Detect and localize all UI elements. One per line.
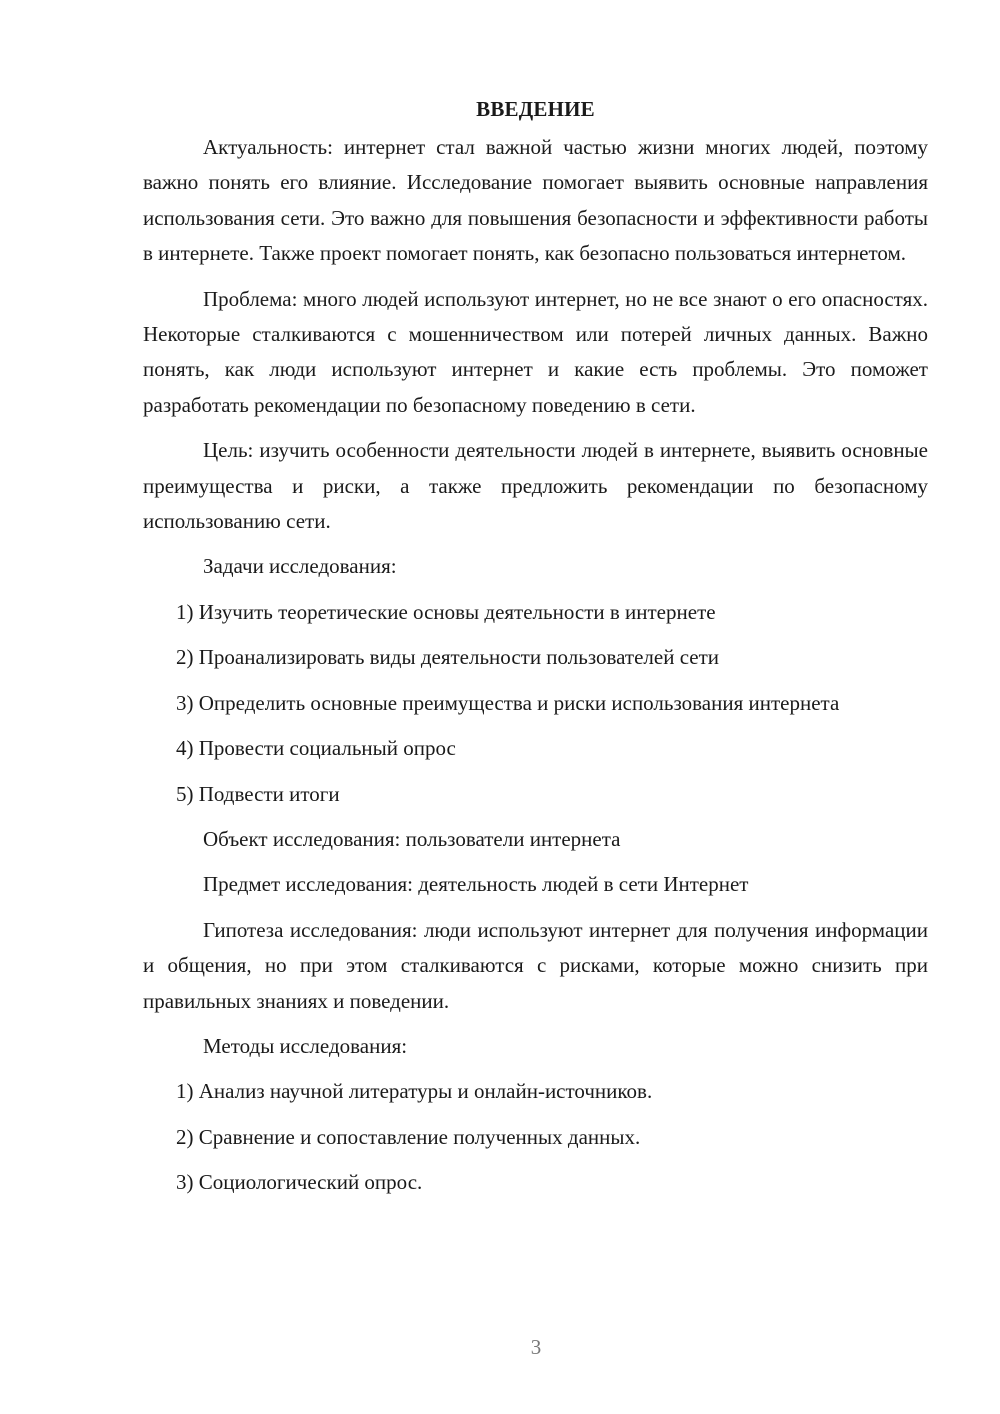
method-item: 1) Анализ научной литературы и онлайн-источников.	[176, 1079, 653, 1104]
section-title: ВВЕДЕНИЕ	[476, 97, 595, 121]
task-item: 1) Изучить теоретические основы деятельности в интернете	[176, 599, 716, 624]
method-item: 3) Социологический опрос.	[176, 1170, 423, 1195]
paragraph-hypothesis: Гипотеза исследования: люди используют интернет для получения информации и общения, но при этом сталкиваются с рисками, которые можно снизить при правильных знаниях и поведении.	[143, 917, 928, 1013]
paragraph-object: Объект исследования: пользователи интернета	[203, 826, 621, 851]
task-item: 2) Проанализировать виды деятельности пользователей сети	[176, 645, 720, 670]
paragraph-subject: Предмет исследования: деятельность людей в сети Интернет	[203, 872, 749, 897]
task-item: 4) Провести социальный опрос	[176, 736, 456, 761]
paragraph-relevance: Актуальность: интернет стал важной частью жизни многих людей, поэтому важно понять его влияние. Исследование помогает выявить основные направления использования сети. Это важно для повышения безопасности и эффективности работы в интернете. Также проект помогает понять, как безопасно пользоваться интернетом.	[143, 135, 928, 266]
paragraph-problem: Проблема: много людей используют интернет, но не все знают о его опасностях. Некоторые сталкиваются с мошенничеством или потерей личных данных. Важно понять, как люди используют интернет и какие есть проблемы. Это поможет разработать рекомендации по безопасному поведению в сети.	[143, 286, 928, 417]
task-item: 5) Подвести итоги	[176, 781, 340, 806]
task-item: 3) Определить основные преимущества и риски использования интернета	[176, 690, 840, 715]
paragraph-goal: Цель: изучить особенности деятельности людей в интернете, выявить основные преимущества и риски, а также предложить рекомендации по безопасному использованию сети.	[143, 438, 928, 534]
methods-heading: Методы исследования:	[203, 1033, 408, 1058]
method-item: 2) Сравнение и сопоставление полученных данных.	[176, 1124, 641, 1149]
tasks-heading: Задачи исследования:	[203, 554, 397, 579]
page-number: 3	[530, 1335, 542, 1359]
